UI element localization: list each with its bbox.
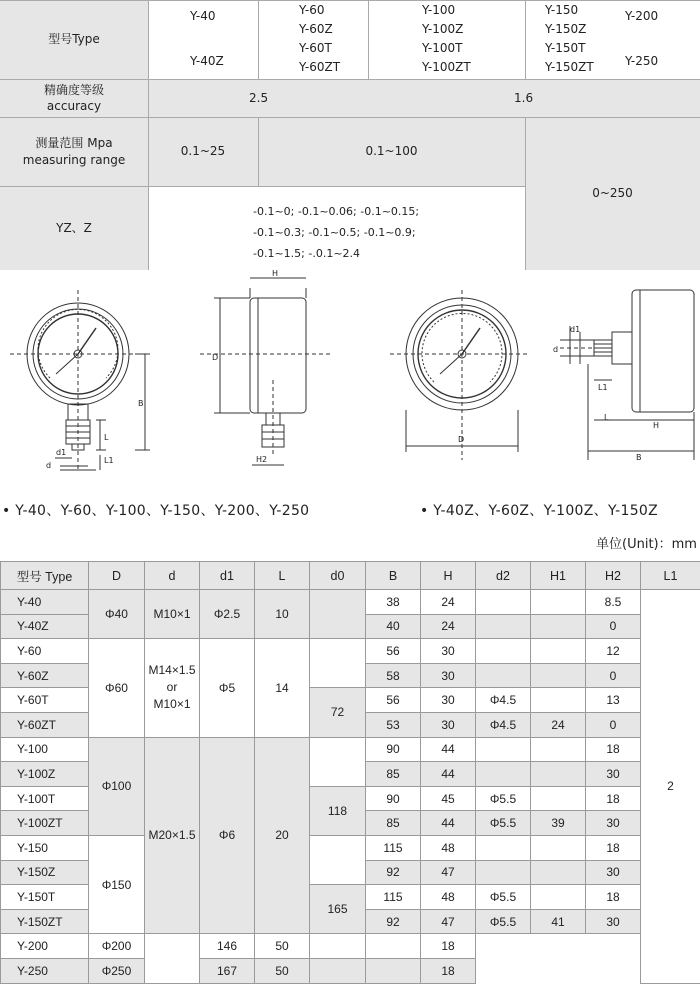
dimension-table xyxy=(0,561,700,984)
H2-cell: 0 xyxy=(586,614,641,639)
d2-cell: Φ4.5 xyxy=(476,712,531,737)
header-L1: L1 xyxy=(641,562,700,590)
d0-cell xyxy=(310,835,366,884)
H2-cell: 18 xyxy=(586,885,641,910)
header-H1: H1 xyxy=(531,562,586,590)
spec-table xyxy=(0,0,700,270)
H-cell: 30 xyxy=(421,712,476,737)
range-value-3: 0~250 xyxy=(592,186,633,200)
header-d2: d2 xyxy=(476,562,531,590)
B-cell: 56 xyxy=(366,639,421,664)
d-or: or xyxy=(166,680,178,695)
d-option-2: M10×1 xyxy=(153,697,191,712)
L-cell: 10 xyxy=(255,590,310,639)
type-label: 型号Type xyxy=(48,32,100,46)
H1-cell xyxy=(366,958,421,983)
d2-cell xyxy=(476,762,531,787)
D-cell: Φ250 xyxy=(89,958,145,983)
type-cell: Y-100ZT xyxy=(1,811,89,836)
H1-cell xyxy=(531,590,586,615)
d-option-1: M14×1.5 xyxy=(148,663,196,678)
H-cell: 24 xyxy=(421,614,476,639)
H2-cell: 30 xyxy=(586,909,641,934)
H2-cell: 18 xyxy=(586,786,641,811)
dim-label-d1: d1 xyxy=(56,448,67,457)
B-cell: 115 xyxy=(366,885,421,910)
dim-label-H: H xyxy=(272,270,279,278)
dim-label-D: D xyxy=(212,353,219,362)
type-cell: Y-40 xyxy=(1,590,89,615)
d-cell: M20×1.5 xyxy=(145,737,200,934)
H2-cell: 8.5 xyxy=(586,590,641,615)
H2-cell: 30 xyxy=(586,762,641,787)
dim-label-L1: L1 xyxy=(104,456,114,465)
type-y40: Y-40 xyxy=(190,9,216,23)
table-row xyxy=(1,590,700,615)
table-row xyxy=(1,835,700,860)
d0-cell xyxy=(310,737,366,786)
H1-cell xyxy=(531,688,586,713)
H-cell: 48 xyxy=(421,835,476,860)
unit-label: 单位(Unit)：mm xyxy=(596,537,697,552)
header-d1: d1 xyxy=(200,562,255,590)
L-cell: 14 xyxy=(255,639,310,737)
H1-cell xyxy=(366,934,421,959)
d1-cell: Φ5 xyxy=(200,639,255,737)
D-cell: Φ200 xyxy=(89,934,145,959)
H1-cell xyxy=(531,737,586,762)
L-cell: 20 xyxy=(255,737,310,934)
accuracy-value-1: 2.5 xyxy=(249,91,269,105)
yz-line-2: -0.1~0.3; -0.1~0.5; -0.1~0.9; xyxy=(253,226,416,239)
H2-cell: 0 xyxy=(586,663,641,688)
d0-cell xyxy=(145,934,200,983)
accuracy-row xyxy=(148,79,700,117)
H-cell: 50 xyxy=(255,958,310,983)
type-cell: Y-60T xyxy=(1,688,89,713)
yz-line-3: -0.1~1.5; -.0.1~2.4 xyxy=(253,247,361,260)
caption-radial-models: • Y-40、Y-60、Y-100、Y-150、Y-200、Y-250 xyxy=(2,503,310,519)
H2-cell: 18 xyxy=(421,934,476,959)
H1-cell xyxy=(531,885,586,910)
B-cell: 40 xyxy=(366,614,421,639)
header-B: B xyxy=(366,562,421,590)
H-cell: 48 xyxy=(421,885,476,910)
type-cell: Y-100Z xyxy=(1,762,89,787)
gauge-side-radial xyxy=(200,278,330,465)
d2-cell xyxy=(476,835,531,860)
type-y150t: Y-150T xyxy=(545,41,586,55)
d1-cell: Φ6 xyxy=(200,737,255,934)
B-cell: 38 xyxy=(366,590,421,615)
d2-cell xyxy=(476,860,531,885)
table-row xyxy=(1,934,700,959)
accuracy-value-2: 1.6 xyxy=(514,91,534,105)
accuracy-label xyxy=(0,79,148,117)
B-cell: 85 xyxy=(366,762,421,787)
type-y200: Y-200 xyxy=(625,9,659,23)
H1-cell xyxy=(531,762,586,787)
H-cell: 44 xyxy=(421,762,476,787)
B-cell: 58 xyxy=(366,663,421,688)
table-row xyxy=(1,737,700,762)
table-row xyxy=(1,639,700,664)
dim-label-d1-axial: d1 xyxy=(570,325,581,334)
d2-cell xyxy=(476,590,531,615)
H2-cell: 18 xyxy=(586,835,641,860)
type-cell: Y-40Z xyxy=(1,614,89,639)
d2-cell: Φ5.5 xyxy=(476,885,531,910)
H2-cell: 13 xyxy=(586,688,641,713)
L1-cell: 2 xyxy=(641,590,700,984)
accuracy-label-cn: 精确度等级 xyxy=(43,83,104,97)
H2-cell: 30 xyxy=(586,860,641,885)
dim-label-B: B xyxy=(138,399,144,408)
B-cell: 90 xyxy=(366,786,421,811)
H2-cell: 30 xyxy=(586,811,641,836)
B-cell: 92 xyxy=(366,860,421,885)
type-y100z: Y-100Z xyxy=(422,22,464,36)
technical-drawings xyxy=(0,270,700,490)
dim-label-H-axial: H xyxy=(653,421,660,430)
type-cell: Y-150Z xyxy=(1,860,89,885)
B-cell: 146 xyxy=(200,934,255,959)
H-cell: 45 xyxy=(421,786,476,811)
H-cell: 30 xyxy=(421,663,476,688)
B-cell: 167 xyxy=(200,958,255,983)
B-cell: 92 xyxy=(366,909,421,934)
type-cell: Y-150T xyxy=(1,885,89,910)
type-y150z: Y-150Z xyxy=(545,22,587,36)
header-H: H xyxy=(421,562,476,590)
H1-cell: 24 xyxy=(531,712,586,737)
dim-label-B-axial: B xyxy=(636,453,642,462)
type-cell: Y-60ZT xyxy=(1,712,89,737)
D-cell: Φ100 xyxy=(89,737,145,835)
H2-cell: 18 xyxy=(586,737,641,762)
table-row xyxy=(1,958,700,983)
type-cell: Y-100T xyxy=(1,786,89,811)
H2-cell: 0 xyxy=(586,712,641,737)
d2-cell xyxy=(476,737,531,762)
type-cell: Y-250 xyxy=(1,958,89,983)
B-cell: 53 xyxy=(366,712,421,737)
type-y60z: Y-60Z xyxy=(299,22,333,36)
type-y150: Y-150 xyxy=(545,3,579,17)
type-cell: Y-100 xyxy=(1,737,89,762)
type-cell: Y-200 xyxy=(1,934,89,959)
H1-cell xyxy=(531,663,586,688)
type-y60: Y-60 xyxy=(299,3,325,17)
H1-cell xyxy=(531,614,586,639)
H-cell: 30 xyxy=(421,639,476,664)
H-cell: 47 xyxy=(421,909,476,934)
dim-label-L-axial: L xyxy=(604,413,609,422)
type-y60zt: Y-60ZT xyxy=(299,60,341,74)
d2-cell xyxy=(476,614,531,639)
H1-cell: 41 xyxy=(531,909,586,934)
type-y100t: Y-100T xyxy=(422,41,463,55)
header-D: D xyxy=(89,562,145,590)
type-y100: Y-100 xyxy=(422,3,456,17)
d0-cell xyxy=(310,590,366,639)
accuracy-label-en: accuracy xyxy=(46,99,102,113)
d2-cell: Φ5.5 xyxy=(476,909,531,934)
D-cell: Φ40 xyxy=(89,590,145,639)
B-cell: 115 xyxy=(366,835,421,860)
H-cell: 44 xyxy=(421,811,476,836)
d2-cell xyxy=(476,663,531,688)
yz-label: YZ、Z xyxy=(56,220,92,235)
H-cell: 50 xyxy=(255,934,310,959)
dim-label-H2: H2 xyxy=(256,455,268,464)
d2-cell xyxy=(310,958,366,983)
dim-label-D-axial: D xyxy=(458,435,465,444)
H2-cell: 12 xyxy=(586,639,641,664)
H1-cell xyxy=(531,786,586,811)
dim-label-d-axial: d xyxy=(553,345,559,354)
range-label xyxy=(0,117,148,186)
H-cell: 30 xyxy=(421,688,476,713)
type-y100zt: Y-100ZT xyxy=(422,60,471,74)
header-d0: d0 xyxy=(310,562,366,590)
d0-cell: 72 xyxy=(310,688,366,737)
header-L: L xyxy=(255,562,310,590)
type-cell: Y-150 xyxy=(1,835,89,860)
d0-cell xyxy=(310,639,366,688)
H1-cell xyxy=(531,835,586,860)
d2-cell: Φ4.5 xyxy=(476,688,531,713)
H1-cell xyxy=(531,860,586,885)
D-cell: Φ150 xyxy=(89,835,145,933)
B-cell: 56 xyxy=(366,688,421,713)
dim-label-d: d xyxy=(46,461,52,470)
type-y250: Y-250 xyxy=(625,54,659,68)
H-cell: 44 xyxy=(421,737,476,762)
d2-cell: Φ5.5 xyxy=(476,786,531,811)
B-cell: 85 xyxy=(366,811,421,836)
d0-cell: 118 xyxy=(310,786,366,835)
gauge-front-radial xyxy=(10,290,150,470)
type-cell: Y-60Z xyxy=(1,663,89,688)
B-cell: 90 xyxy=(366,737,421,762)
d2-cell: Φ5.5 xyxy=(476,811,531,836)
d2-cell xyxy=(476,639,531,664)
type-cell: Y-60 xyxy=(1,639,89,664)
H-cell: 24 xyxy=(421,590,476,615)
type-y60t: Y-60T xyxy=(299,41,332,55)
header-type: 型号 Type xyxy=(1,562,89,590)
H-cell: 47 xyxy=(421,860,476,885)
gauge-side-axial xyxy=(560,290,694,460)
d-cell: M10×1 xyxy=(145,590,200,639)
caption-axial-models: • Y-40Z、Y-60Z、Y-100Z、Y-150Z xyxy=(420,503,659,519)
H2-cell: 18 xyxy=(421,958,476,983)
range-label-cn: 测量范围 Mpa xyxy=(35,135,113,150)
d-cell xyxy=(145,639,200,737)
yz-line-1: -0.1~0; -0.1~0.06; -0.1~0.15; xyxy=(253,205,420,218)
header-d: d xyxy=(145,562,200,590)
d1-cell: Φ2.5 xyxy=(200,590,255,639)
range-label-en: measuring range xyxy=(22,152,126,167)
range-value-1: 0.1~25 xyxy=(180,144,226,158)
type-y150zt: Y-150ZT xyxy=(545,60,594,74)
range-value-2: 0.1~100 xyxy=(365,144,418,158)
d0-cell: 165 xyxy=(310,885,366,934)
D-cell: Φ60 xyxy=(89,639,145,737)
dim-label-L: L xyxy=(104,433,109,442)
d2-cell xyxy=(310,934,366,959)
type-y40z: Y-40Z xyxy=(190,54,224,68)
type-header-cell xyxy=(0,0,148,79)
type-cell: Y-150ZT xyxy=(1,909,89,934)
header-H2: H2 xyxy=(586,562,641,590)
H1-cell xyxy=(531,639,586,664)
dim-label-L1-axial: L1 xyxy=(598,383,608,392)
H1-cell: 39 xyxy=(531,811,586,836)
